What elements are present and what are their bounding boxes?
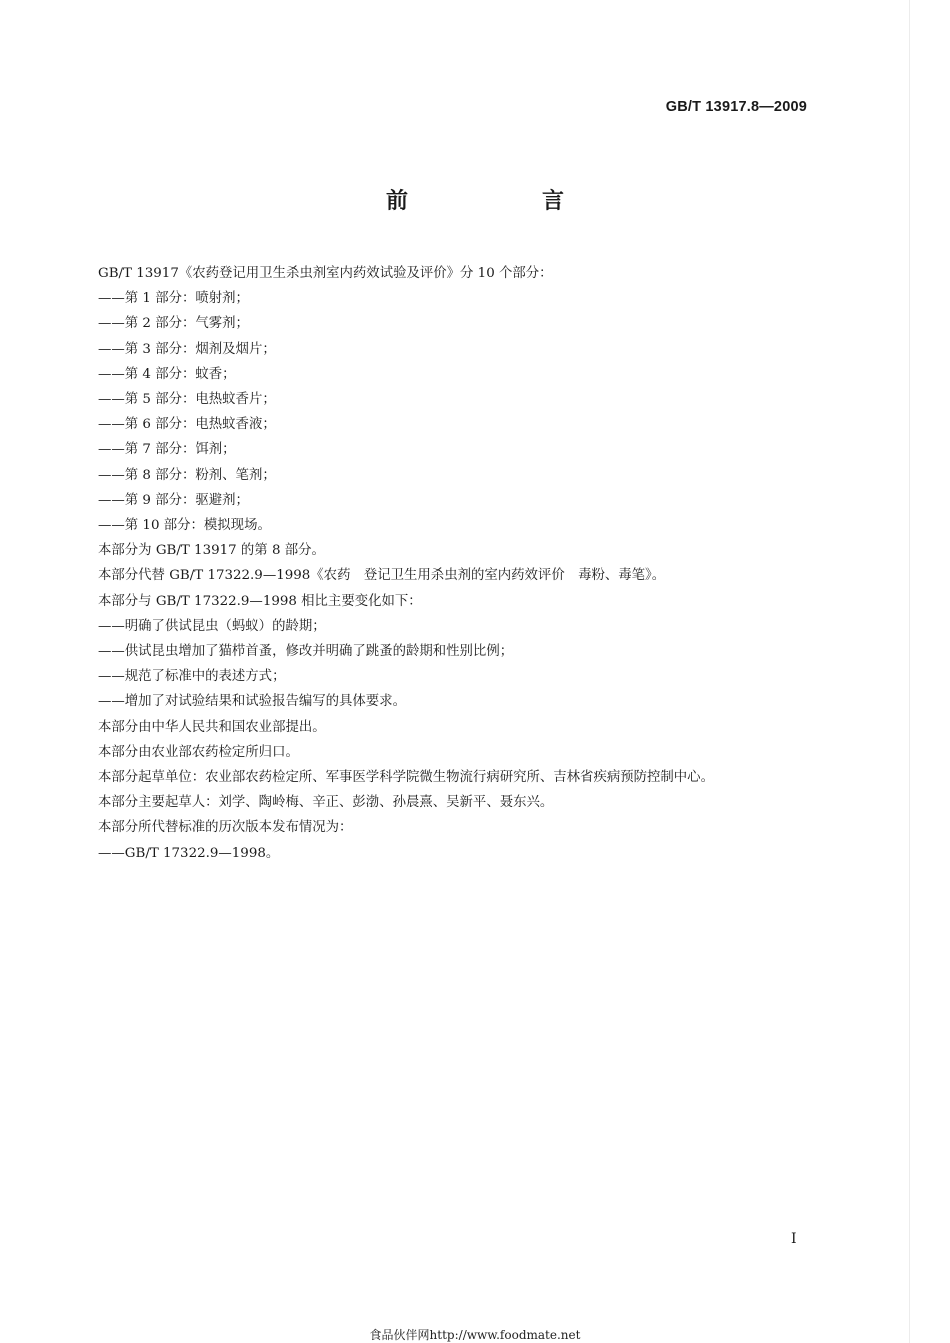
paragraph: 本部分代替 GB/T 17322.9—1998《农药 登记卫生用杀虫剂的室内药效评价 毒粉、毒笔》。 <box>98 568 666 584</box>
list-item: ——第 8 部分：粉剂、笔剂； <box>98 467 276 483</box>
paragraph: 本部分所代替标准的历次版本发布情况为： <box>98 820 353 836</box>
paragraph: 本部分与 GB/T 17322.9—1998 相比主要变化如下： <box>98 593 422 609</box>
list-item: ——第 5 部分：电热蚊香片； <box>98 392 276 408</box>
list-item: ——GB/T 17322.9—1998。 <box>98 845 280 861</box>
list-item: ——第 4 部分：蚊香； <box>98 366 236 382</box>
list-item: ——第 10 部分：模拟现场。 <box>98 518 271 534</box>
list-item: ——第 3 部分：烟剂及烟片； <box>98 341 276 357</box>
watermark-url: 食品伙伴网http://www.foodmate.net <box>369 1328 581 1342</box>
list-item: ——第 1 部分：喷射剂； <box>98 291 249 307</box>
paragraph: 本部分主要起草人：刘学、陶岭梅、辛正、彭渤、孙晨熹、吴新平、聂东兴。 <box>98 795 554 811</box>
paragraph: 本部分由中华人民共和国农业部提出。 <box>98 719 326 735</box>
foreword-body <box>71 261 811 866</box>
paragraph: 本部分由农业部农药检定所归口。 <box>98 744 299 760</box>
list-item: ——第 2 部分：气雾剂； <box>98 316 249 332</box>
standard-number: GB/T 13917.8—2009 <box>665 99 807 115</box>
list-item: ——规范了标准中的表述方式； <box>98 669 286 685</box>
paragraph: 本部分起草单位：农业部农药检定所、军事医学科学院微生物流行病研究所、吉林省疾病预防控制中心。 <box>98 770 714 786</box>
list-item: ——明确了供试昆虫（蚂蚁）的龄期； <box>98 618 326 634</box>
list-item: ——供试昆虫增加了猫栉首蚤，修改并明确了跳蚤的龄期和性别比例； <box>98 644 514 660</box>
list-item: ——第 6 部分：电热蚊香液； <box>98 417 276 433</box>
list-item: ——第 9 部分：驱避剂； <box>98 492 249 508</box>
paragraph: GB/T 13917《农药登记用卫生杀虫剂室内药效试验及评价》分 10 个部分： <box>98 266 553 281</box>
list-item: ——第 7 部分：饵剂； <box>98 442 236 458</box>
paragraph: 本部分为 GB/T 13917 的第 8 部分。 <box>98 543 325 559</box>
page-number: I <box>791 1231 797 1247</box>
page-title: 前 言 <box>385 189 594 214</box>
list-item: ——增加了对试验结果和试验报告编写的具体要求。 <box>98 694 406 710</box>
